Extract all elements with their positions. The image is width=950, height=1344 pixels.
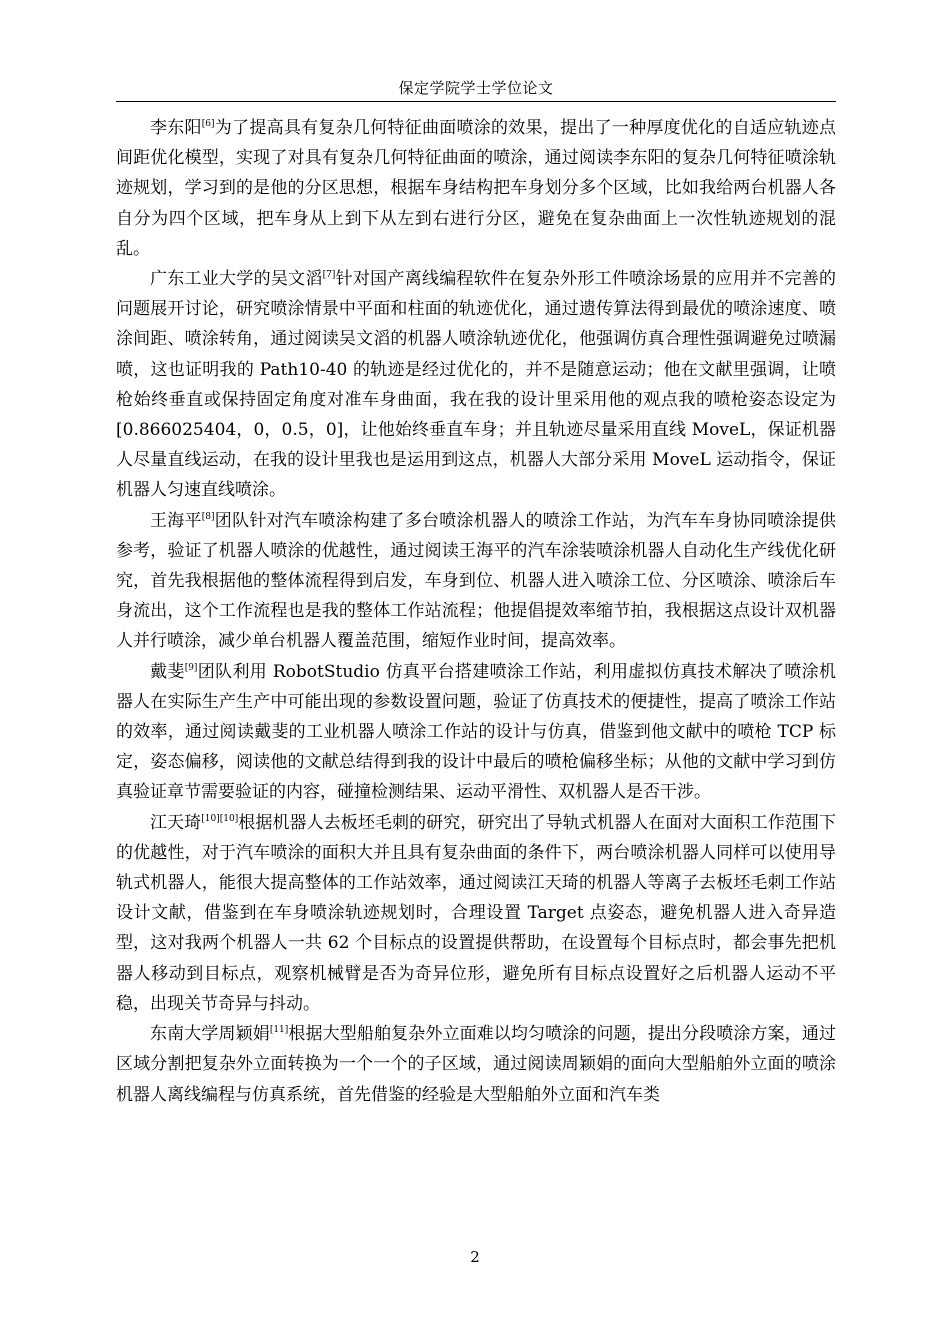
paragraph-3 <box>116 506 836 657</box>
paragraph-text: 团队利用 RobotStudio 仿真平台搭建喷涂工作站，利用虚拟仿真技术解决了喷涂机器人在实际生产生产中可能出现的参数设置问题，验证了仿真技术的便捷性，提高了喷涂工作站的效率，通过阅读戴斐的工业机器人喷涂工作站的设计与仿真，借鉴到他文献中的喷枪 TCP 标定，姿态偏移，阅读他的文献总结得到我的设计中最后的喷枪偏移坐标；从他的文献中学习到仿真验证章节需要验证的内容，碰撞检测结果、运动平滑性、双机器人是否干涉。 <box>116 661 837 803</box>
body-text <box>116 113 836 1110</box>
paragraph-lead: 江天琦 <box>150 812 202 833</box>
paragraph-5 <box>116 808 836 1019</box>
citation-ref: [11] <box>269 1025 289 1036</box>
citation-ref: [9] <box>184 662 198 673</box>
header-rule <box>116 101 836 102</box>
paragraph-lead: 广东工业大学的吴文滔 <box>150 269 323 290</box>
page-number: 2 <box>470 1248 480 1266</box>
paragraph-lead: 戴斐 <box>150 661 185 682</box>
paragraph-lead: 李东阳 <box>150 118 202 138</box>
paragraph-text: 根据大型船舶复杂外立面难以均匀喷涂的问题，提出分段喷涂方案，通过区域分割把复杂外立面转换为一个一个的子区域，通过阅读周颖娟的面向大型船舶外立面的喷涂机器人离线编程与仿真系统，首先借鉴的经验是大型船舶外立面和汽车类 <box>116 1024 837 1105</box>
citation-ref: [10][10] <box>201 813 239 824</box>
paragraph-text: 根据机器人去板坯毛刺的研究，研究出了导轨式机器人在面对大面积工作范围下的优越性，对于汽车喷涂的面积大并且具有复杂曲面的条件下，两台喷涂机器人同样可以使用导轨式机器人，能很大提高整体的工作站效率，通过阅读江天琦的机器人等离子去板坯毛刺工作站设计文献，借鉴到在车身喷涂轨迹规划时，合理设置 Target 点姿态，避免机器人进入奇异造型，这对我两个机器人一共 62 个目标点的设置提供帮助，在设置每个目标点时，都会事先把机器人移动到目标点，观察机械臂是否为奇异位形，避免所有目标点设置好之后机器人运动不平稳，出现关节奇异与抖动。 <box>116 812 837 1014</box>
paragraph-2 <box>116 264 836 506</box>
paragraph-text: 针对国产离线编程软件在复杂外形工件喷涂场景的应用并不完善的问题展开讨论，研究喷涂情景中平面和柱面的轨迹优化，通过遗传算法得到最优的喷涂速度、喷涂间距、喷涂转角，通过阅读吴文滔的机器人喷涂轨迹优化，他强调仿真合理性强调避免过喷漏喷，这也证明我的 Path10-40 的轨迹是经过优化的，并不是随意运动；他在文献里强调，让喷枪始终垂直或保持固定角度对准车身曲面，我在我的设计里采用他的观点我的喷枪姿态设定为[0.866025404，0，0.5，0]，让他始终垂直车身；并且轨迹尽量采用直线 MoveL，保证机器人尽量直线运动，在我的设计里我也是运用到这点，机器人大部分采用 MoveL 运动指令，保证机器人匀速直线喷涂。 <box>116 269 837 501</box>
paragraph-text: 为了提高具有复杂几何特征曲面喷涂的效果，提出了一种厚度优化的自适应轨迹点间距优化模型，实现了对具有复杂几何特征曲面的喷涂，通过阅读李东阳的复杂几何特征喷涂轨迹规划，学习到的是他的分区思想，根据车身结构把车身划分多个区域，比如我给两台机器人各自分为四个区域，把车身从上到下从左到右进行分区，避免在复杂曲面上一次性轨迹规划的混乱。 <box>116 118 837 259</box>
paragraph-4 <box>116 657 836 808</box>
paragraph-6 <box>116 1019 836 1110</box>
paragraph-1 <box>116 113 836 264</box>
citation-ref: [7] <box>322 270 336 281</box>
paragraph-text: 团队针对汽车喷涂构建了多台喷涂机器人的喷涂工作站，为汽车车身协同喷涂提供参考，验证了机器人喷涂的优越性，通过阅读王海平的汽车涂装喷涂机器人自动化生产线优化研究，首先我根据他的整体流程得到启发，车身到位、机器人进入喷涂工位、分区喷涂、喷涂后车身流出，这个工作流程也是我的整体工作站流程；他提倡提效率缩节拍，我根据这点设计双机器人并行喷涂，减少单台机器人覆盖范围，缩短作业时间，提高效率。 <box>116 510 837 652</box>
page-header: 保定学院学士学位论文 <box>398 79 554 97</box>
paragraph-lead: 东南大学周颖娟 <box>150 1024 270 1045</box>
paragraph-lead: 王海平 <box>150 510 202 531</box>
citation-ref: [6] <box>201 119 215 129</box>
citation-ref: [8] <box>201 511 215 522</box>
